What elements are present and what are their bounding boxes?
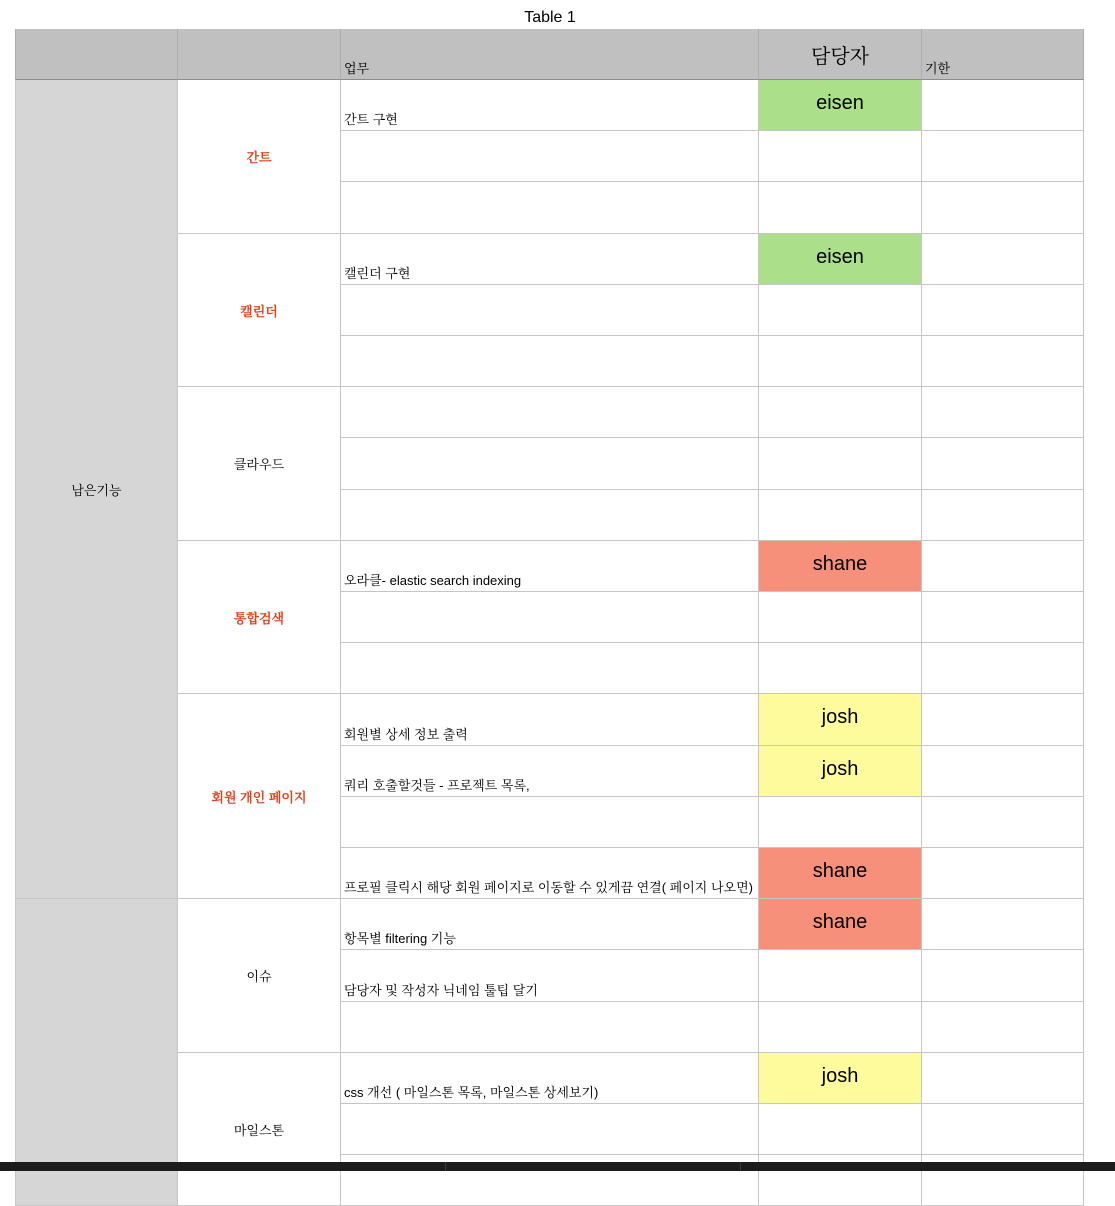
due-date-cell[interactable] <box>922 490 1084 541</box>
owner-cell[interactable] <box>759 1104 922 1155</box>
due-date-cell[interactable] <box>922 1053 1084 1104</box>
owner-cell[interactable]: eisen <box>759 234 922 285</box>
header-cell-task[interactable]: 업무 <box>341 29 759 80</box>
task-cell[interactable] <box>341 336 759 387</box>
due-date-cell[interactable] <box>922 285 1084 336</box>
task-cell[interactable]: 오라클- elastic search indexing <box>341 541 759 592</box>
header-cell-group[interactable] <box>15 29 178 80</box>
due-date-cell[interactable] <box>922 899 1084 950</box>
category-cell[interactable]: 이슈 <box>178 899 341 1053</box>
owner-cell[interactable] <box>759 950 922 1002</box>
owner-cell[interactable]: shane <box>759 541 922 592</box>
due-date-cell[interactable] <box>922 438 1084 490</box>
owner-cell[interactable]: josh <box>759 1053 922 1104</box>
category-cell[interactable]: 회원 개인 페이지 <box>178 694 341 899</box>
owner-cell[interactable] <box>759 285 922 336</box>
task-cell[interactable]: 항목별 filtering 기능 <box>341 899 759 950</box>
owner-cell[interactable]: josh <box>759 746 922 797</box>
owner-cell[interactable] <box>759 438 922 490</box>
due-date-cell[interactable] <box>922 643 1084 694</box>
task-cell[interactable] <box>341 131 759 182</box>
due-date-cell[interactable] <box>922 80 1084 131</box>
task-cell[interactable] <box>341 1104 759 1155</box>
due-date-cell[interactable] <box>922 541 1084 592</box>
bottom-bar-divider <box>740 1162 741 1171</box>
task-cell[interactable]: 간트 구현 <box>341 80 759 131</box>
owner-cell[interactable] <box>759 1002 922 1053</box>
task-cell[interactable]: 프로필 클릭시 해당 회원 페이지로 이동할 수 있게끔 연결( 페이지 나오면) <box>341 848 759 899</box>
group-cell[interactable]: 남은기능 <box>15 80 178 899</box>
owner-cell[interactable] <box>759 797 922 848</box>
task-cell[interactable] <box>341 592 759 643</box>
task-cell[interactable] <box>341 490 759 541</box>
owner-cell[interactable]: shane <box>759 899 922 950</box>
task-cell[interactable]: 캘린더 구현 <box>341 234 759 285</box>
group-cell[interactable] <box>15 899 178 1206</box>
due-date-cell[interactable] <box>922 1002 1084 1053</box>
due-date-cell[interactable] <box>922 592 1084 643</box>
task-cell[interactable] <box>341 387 759 438</box>
due-date-cell[interactable] <box>922 848 1084 899</box>
owner-cell[interactable] <box>759 182 922 234</box>
due-date-cell[interactable] <box>922 950 1084 1002</box>
due-date-cell[interactable] <box>922 1104 1084 1155</box>
owner-cell[interactable] <box>759 592 922 643</box>
task-cell[interactable] <box>341 182 759 234</box>
owner-cell[interactable] <box>759 490 922 541</box>
due-date-cell[interactable] <box>922 746 1084 797</box>
category-cell[interactable]: 캘린더 <box>178 234 341 387</box>
header-cell-due[interactable]: 기한 <box>922 29 1084 80</box>
category-cell[interactable]: 간트 <box>178 80 341 234</box>
task-cell[interactable]: 담당자 및 작성자 닉네임 툴팁 달기 <box>341 950 759 1002</box>
table-title: Table 1 <box>524 9 576 26</box>
due-date-cell[interactable] <box>922 234 1084 285</box>
due-date-cell[interactable] <box>922 336 1084 387</box>
task-cell[interactable] <box>341 285 759 336</box>
due-date-cell[interactable] <box>922 694 1084 746</box>
task-cell[interactable] <box>341 438 759 490</box>
owner-cell[interactable]: eisen <box>759 80 922 131</box>
task-cell[interactable] <box>341 1002 759 1053</box>
task-cell[interactable] <box>341 797 759 848</box>
task-cell[interactable]: css 개선 ( 마일스톤 목록, 마일스톤 상세보기) <box>341 1053 759 1104</box>
due-date-cell[interactable] <box>922 797 1084 848</box>
task-cell[interactable] <box>341 643 759 694</box>
owner-cell[interactable]: josh <box>759 694 922 746</box>
due-date-cell[interactable] <box>922 182 1084 234</box>
task-cell[interactable]: 회원별 상세 정보 출력 <box>341 694 759 746</box>
owner-cell[interactable] <box>759 643 922 694</box>
due-date-cell[interactable] <box>922 387 1084 438</box>
window-bottom-bar <box>0 1162 1115 1171</box>
category-cell[interactable]: 클라우드 <box>178 387 341 541</box>
owner-cell[interactable] <box>759 387 922 438</box>
owner-cell[interactable] <box>759 131 922 182</box>
task-cell[interactable]: 쿼리 호출할것들 - 프로젝트 목록, <box>341 746 759 797</box>
due-date-cell[interactable] <box>922 131 1084 182</box>
owner-cell[interactable]: shane <box>759 848 922 899</box>
owner-cell[interactable] <box>759 336 922 387</box>
header-cell-owner[interactable]: 담당자 <box>759 29 922 80</box>
category-cell[interactable]: 마일스톤 <box>178 1053 341 1206</box>
category-cell[interactable]: 통합검색 <box>178 541 341 694</box>
bottom-bar-divider <box>445 1162 446 1171</box>
header-cell-category[interactable] <box>178 29 341 80</box>
